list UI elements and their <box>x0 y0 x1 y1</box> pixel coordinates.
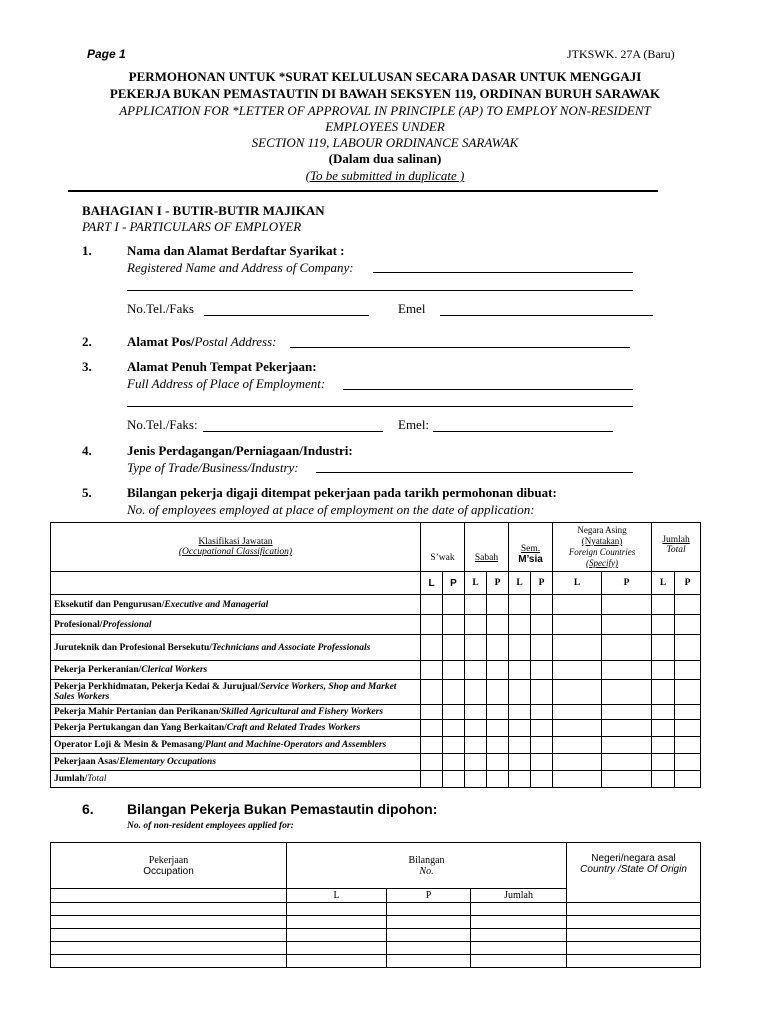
count-cell[interactable] <box>465 705 487 720</box>
row-label <box>51 720 421 737</box>
count-cell[interactable] <box>531 680 553 705</box>
q2-number: 2. <box>82 334 92 349</box>
q5-number: 5. <box>82 485 92 500</box>
entry-cell[interactable] <box>287 942 387 955</box>
title-divider <box>68 190 658 192</box>
count-cell[interactable] <box>443 680 465 705</box>
foreign-l: L <box>553 572 602 595</box>
title-line-7: (To be submitted in duplicate ) <box>305 168 465 183</box>
foreign-header-1: Negara Asing <box>577 525 627 535</box>
country-header-1: Negeri/negara asal <box>591 853 676 864</box>
swak-l: L <box>421 572 443 595</box>
row-label-ms: Pekerja Perkhidmatan, Pekerja Kedai & Jurujual/ <box>54 682 261 692</box>
count-cell[interactable] <box>553 705 602 720</box>
row-label-en: Clerical Workers <box>141 665 208 675</box>
q2-field[interactable] <box>290 347 630 348</box>
non-resident-table <box>50 842 701 968</box>
count-cell[interactable] <box>553 635 602 661</box>
count-cell[interactable] <box>443 737 465 754</box>
entry-cell[interactable] <box>51 942 287 955</box>
count-cell[interactable] <box>531 771 553 788</box>
count-cell[interactable] <box>652 737 675 754</box>
msia-l: L <box>509 572 531 595</box>
foreign-header-3: Foreign Countries <box>568 547 636 557</box>
number-l: L <box>287 889 387 903</box>
msia-header-cell <box>509 523 553 572</box>
sabah-p: P <box>487 572 509 595</box>
count-cell[interactable] <box>652 635 675 661</box>
row-label-en: Plant and Machine-Operators and Assemblers <box>205 740 387 750</box>
count-cell[interactable] <box>443 635 465 661</box>
q1-email-field[interactable] <box>440 315 653 316</box>
row-label-en: Service Workers, Shop and Market Sales Workers <box>54 682 397 702</box>
row-label <box>51 680 421 705</box>
count-cell[interactable] <box>509 720 531 737</box>
entry-cell[interactable] <box>287 955 387 968</box>
entry-cell[interactable] <box>287 903 387 916</box>
table-row <box>51 705 701 720</box>
entry-cell[interactable] <box>567 903 701 916</box>
count-cell[interactable] <box>652 615 675 635</box>
count-cell[interactable] <box>465 635 487 661</box>
row-label <box>51 771 421 788</box>
count-cell[interactable] <box>509 705 531 720</box>
q3-number: 3. <box>82 359 92 374</box>
q1-email-label: Emel <box>398 301 426 316</box>
count-cell[interactable] <box>509 754 531 771</box>
count-cell[interactable] <box>675 705 701 720</box>
count-cell[interactable] <box>652 595 675 615</box>
total-p: P <box>675 572 701 595</box>
count-cell[interactable] <box>509 771 531 788</box>
count-cell[interactable] <box>509 635 531 661</box>
q6-number: 6. <box>82 801 94 817</box>
table-row <box>51 754 701 771</box>
title-line-3: APPLICATION FOR *LETTER OF APPROVAL IN PRINCIPLE (AP) TO EMPLOY NON-RESIDENT <box>119 103 651 118</box>
form-code: JTKSWK. 27A (Baru) <box>567 47 675 61</box>
count-cell[interactable] <box>465 720 487 737</box>
occupation-header-1: Pekerjaan <box>148 854 189 866</box>
count-cell[interactable] <box>531 635 553 661</box>
table-row <box>51 720 701 737</box>
count-cell[interactable] <box>465 737 487 754</box>
employee-count-table <box>50 522 701 788</box>
count-cell[interactable] <box>421 595 443 615</box>
row-label-en: Total <box>87 774 107 784</box>
count-cell[interactable] <box>675 720 701 737</box>
count-cell[interactable] <box>465 680 487 705</box>
q3-label-en: Full Address of Place of Employment: <box>127 376 326 391</box>
title-line-6: (Dalam dua salinan) <box>328 151 442 166</box>
number-p: P <box>387 889 471 903</box>
count-cell[interactable] <box>553 595 602 615</box>
entry-cell[interactable] <box>387 903 471 916</box>
entry-cell[interactable] <box>567 916 701 929</box>
sabah-l: L <box>465 572 487 595</box>
row-label <box>51 737 421 754</box>
table-row <box>51 916 701 929</box>
msia-header: M’sia <box>518 554 543 565</box>
count-cell[interactable] <box>553 737 602 754</box>
entry-cell[interactable] <box>471 929 567 942</box>
row-label <box>51 595 421 615</box>
entry-cell[interactable] <box>51 903 287 916</box>
count-cell[interactable] <box>509 615 531 635</box>
count-cell[interactable] <box>421 705 443 720</box>
count-cell[interactable] <box>421 737 443 754</box>
swak-header: S’wak <box>430 553 455 563</box>
q3-email-field[interactable] <box>433 431 613 432</box>
class-header-cell <box>51 523 421 572</box>
q1-field-line-1[interactable] <box>373 272 633 273</box>
count-cell[interactable] <box>487 595 509 615</box>
entry-cell[interactable] <box>471 942 567 955</box>
table-row <box>51 661 701 680</box>
count-cell[interactable] <box>602 661 652 680</box>
entry-cell[interactable] <box>387 942 471 955</box>
entry-cell[interactable] <box>387 916 471 929</box>
count-cell[interactable] <box>487 680 509 705</box>
count-cell[interactable] <box>675 680 701 705</box>
swak-header-cell <box>421 523 465 572</box>
number-total: Jumlah <box>471 889 567 903</box>
occupation-header-2: Occupation <box>143 865 194 877</box>
entry-cell[interactable] <box>387 929 471 942</box>
q4-label-en: Type of Trade/Business/Industry: <box>127 460 299 475</box>
table-row <box>51 955 701 968</box>
country-header-cell <box>567 843 701 903</box>
entry-cell[interactable] <box>567 955 701 968</box>
row-label-en: Professional <box>102 619 152 630</box>
count-cell[interactable] <box>602 680 652 705</box>
row-label-ms: Juruteknik dan Profesional Bersekutu/ <box>54 642 212 653</box>
title-line-2: PEKERJA BUKAN PEMASTAUTIN DI BAWAH SEKSYEN 119, ORDINAN BURUH SARAWAK <box>109 86 661 101</box>
count-cell[interactable] <box>487 737 509 754</box>
table-row <box>51 595 701 615</box>
row-label <box>51 615 421 635</box>
entry-cell[interactable] <box>471 916 567 929</box>
total-header-2: Total <box>666 545 686 555</box>
row-label <box>51 661 421 680</box>
total-header-cell <box>652 523 701 572</box>
row-label-ms: Pekerjaan Asas/ <box>54 757 120 767</box>
title-line-1: PERMOHONAN UNTUK *SURAT KELULUSAN SECARA DASAR UNTUK MENGGAJI <box>128 69 642 84</box>
entry-cell[interactable] <box>471 955 567 968</box>
count-cell[interactable] <box>465 754 487 771</box>
table-row <box>51 615 701 635</box>
count-cell[interactable] <box>509 595 531 615</box>
row-label-en: Executive and Managerial <box>164 599 269 610</box>
count-cell[interactable] <box>487 705 509 720</box>
count-cell[interactable] <box>675 635 701 661</box>
count-cell[interactable] <box>553 615 602 635</box>
q1-label-en: Registered Name and Address of Company: <box>127 260 354 275</box>
count-cell[interactable] <box>443 754 465 771</box>
count-cell[interactable] <box>531 720 553 737</box>
q2-label-en: Postal Address: <box>194 334 277 349</box>
count-cell[interactable] <box>602 635 652 661</box>
q2-label-wrap <box>127 334 277 350</box>
entry-cell[interactable] <box>51 929 287 942</box>
class-header-en: (Occupational Classification) <box>178 547 293 557</box>
q1-label: Nama dan Alamat Berdaftar Syarikat : <box>127 243 345 258</box>
count-cell[interactable] <box>421 635 443 661</box>
occupation-sub-blank <box>51 889 287 903</box>
count-cell[interactable] <box>652 754 675 771</box>
row-label-ms: Profesional/ <box>54 619 103 630</box>
q5-label-en: No. of employees employed at place of employment on the date of application: <box>127 502 535 517</box>
number-header-2: No. <box>419 865 434 877</box>
part1-subheading: PART I - PARTICULARS OF EMPLOYER <box>82 219 302 234</box>
row-label-ms: Eksekutif dan Pengurusan/ <box>54 599 165 610</box>
table-row <box>51 680 701 705</box>
count-cell[interactable] <box>465 615 487 635</box>
q6-label: Bilangan Pekerja Bukan Pemastautin dipohon: <box>127 801 438 817</box>
count-cell[interactable] <box>675 661 701 680</box>
q1-tel-label: No.Tel./Faks <box>127 301 194 316</box>
entry-cell[interactable] <box>387 955 471 968</box>
count-cell[interactable] <box>487 635 509 661</box>
count-cell[interactable] <box>553 771 602 788</box>
count-cell[interactable] <box>531 595 553 615</box>
country-header-2: Country /State Of Origin <box>580 864 687 875</box>
count-cell[interactable] <box>602 754 652 771</box>
foreign-header-cell <box>553 523 652 572</box>
foreign-header-4: (Specify) <box>586 558 619 568</box>
count-cell[interactable] <box>652 661 675 680</box>
count-cell[interactable] <box>421 680 443 705</box>
title-line-5: SECTION 119, LABOUR ORDINANCE SARAWAK <box>251 135 519 150</box>
table-row <box>51 737 701 754</box>
count-cell[interactable] <box>509 661 531 680</box>
count-cell[interactable] <box>602 720 652 737</box>
q2-label: Alamat Pos/ <box>127 334 195 349</box>
count-cell[interactable] <box>443 720 465 737</box>
foreign-p: P <box>602 572 652 595</box>
entry-cell[interactable] <box>51 955 287 968</box>
table-row <box>51 942 701 955</box>
row-label-ms: Jumlah/ <box>54 774 88 784</box>
sem-header: Sem. <box>520 544 541 554</box>
count-cell[interactable] <box>487 720 509 737</box>
row-label <box>51 705 421 720</box>
number-header-cell <box>287 843 567 889</box>
count-cell[interactable] <box>675 615 701 635</box>
count-cell[interactable] <box>421 720 443 737</box>
row-label-en: Elementary Occupations <box>119 757 217 767</box>
count-cell[interactable] <box>509 737 531 754</box>
q1-tel-field[interactable] <box>204 315 369 316</box>
row-label-en: Craft and Related Trades Workers <box>226 723 361 733</box>
count-cell[interactable] <box>675 737 701 754</box>
count-cell[interactable] <box>465 595 487 615</box>
count-cell[interactable] <box>443 595 465 615</box>
part1-heading: BAHAGIAN I - BUTIR-BUTIR MAJIKAN <box>82 203 325 218</box>
q4-number: 4. <box>82 443 92 458</box>
count-cell[interactable] <box>509 680 531 705</box>
row-label-en: Technicians and Associate Professionals <box>211 642 371 653</box>
sabah-header-cell <box>465 523 509 572</box>
title-line-4: EMPLOYEES UNDER <box>325 119 445 134</box>
lp-blank-cell <box>51 572 421 595</box>
foreign-header-2: (Nyatakan) <box>581 536 623 546</box>
total-l: L <box>652 572 675 595</box>
count-cell[interactable] <box>487 754 509 771</box>
class-header: Klasifikasi Jawatan <box>198 537 273 547</box>
count-cell[interactable] <box>443 615 465 635</box>
row-label <box>51 635 421 661</box>
msia-p: P <box>531 572 553 595</box>
swak-p: P <box>443 572 465 595</box>
q6-label-en: No. of non-resident employees applied for: <box>127 821 294 831</box>
count-cell[interactable] <box>421 661 443 680</box>
count-cell[interactable] <box>487 661 509 680</box>
count-cell[interactable] <box>531 615 553 635</box>
table-row <box>51 771 701 788</box>
q5-label: Bilangan pekerja digaji ditempat pekerjaan pada tarikh permohonan dibuat: <box>127 485 557 500</box>
number-header-1: Bilangan <box>408 854 445 866</box>
q4-field[interactable] <box>316 472 633 473</box>
count-cell[interactable] <box>553 661 602 680</box>
q3-field-line-2[interactable] <box>127 406 633 407</box>
count-cell[interactable] <box>465 771 487 788</box>
q4-label: Jenis Perdagangan/Perniagaan/Industri: <box>127 443 353 458</box>
count-cell[interactable] <box>531 705 553 720</box>
count-cell[interactable] <box>531 754 553 771</box>
count-cell[interactable] <box>553 680 602 705</box>
count-cell[interactable] <box>531 737 553 754</box>
count-cell[interactable] <box>421 754 443 771</box>
count-cell[interactable] <box>443 705 465 720</box>
entry-cell[interactable] <box>567 929 701 942</box>
count-cell[interactable] <box>652 680 675 705</box>
count-cell[interactable] <box>602 595 652 615</box>
count-cell[interactable] <box>602 771 652 788</box>
count-cell[interactable] <box>531 661 553 680</box>
row-label <box>51 754 421 771</box>
page-label: Page 1 <box>87 47 126 61</box>
table-row <box>51 903 701 916</box>
count-cell[interactable] <box>553 720 602 737</box>
entry-cell[interactable] <box>51 916 287 929</box>
count-cell[interactable] <box>675 595 701 615</box>
q3-email-label: Emel: <box>398 417 430 432</box>
entry-cell[interactable] <box>287 929 387 942</box>
q3-field-line-1[interactable] <box>343 389 633 390</box>
count-cell[interactable] <box>652 705 675 720</box>
row-label-ms: Pekerja Pertukangan dan Yang Berkaitan/ <box>54 723 227 733</box>
row-label-en: Skilled Agricultural and Fishery Workers <box>221 707 384 717</box>
count-cell[interactable] <box>602 737 652 754</box>
entry-cell[interactable] <box>567 942 701 955</box>
q1-number: 1. <box>82 243 92 258</box>
count-cell[interactable] <box>443 771 465 788</box>
count-cell[interactable] <box>487 771 509 788</box>
count-cell[interactable] <box>602 615 652 635</box>
entry-cell[interactable] <box>471 903 567 916</box>
table-row <box>51 929 701 942</box>
q1-field-line-2[interactable] <box>127 290 633 291</box>
count-cell[interactable] <box>675 771 701 788</box>
q3-tel-field[interactable] <box>203 431 383 432</box>
q3-tel-label: No.Tel./Faks: <box>127 417 198 432</box>
row-label-ms: Operator Loji & Mesin & Pemasang/ <box>54 740 206 750</box>
row-label-ms: Pekerja Mahir Pertanian dan Perikanan/ <box>54 707 222 717</box>
count-cell[interactable] <box>443 661 465 680</box>
count-cell[interactable] <box>602 705 652 720</box>
q3-label: Alamat Penuh Tempat Pekerjaan: <box>127 359 317 374</box>
entry-cell[interactable] <box>287 916 387 929</box>
sabah-header: Sabah <box>474 553 499 563</box>
count-cell[interactable] <box>465 661 487 680</box>
count-cell[interactable] <box>487 615 509 635</box>
count-cell[interactable] <box>553 754 602 771</box>
count-cell[interactable] <box>652 771 675 788</box>
count-cell[interactable] <box>652 720 675 737</box>
occupation-header-cell <box>51 843 287 889</box>
count-cell[interactable] <box>675 754 701 771</box>
count-cell[interactable] <box>421 771 443 788</box>
total-header-1: Jumlah <box>662 535 690 545</box>
count-cell[interactable] <box>421 615 443 635</box>
table-row <box>51 635 701 661</box>
row-label-ms: Pekerja Perkeranian/ <box>54 665 142 675</box>
